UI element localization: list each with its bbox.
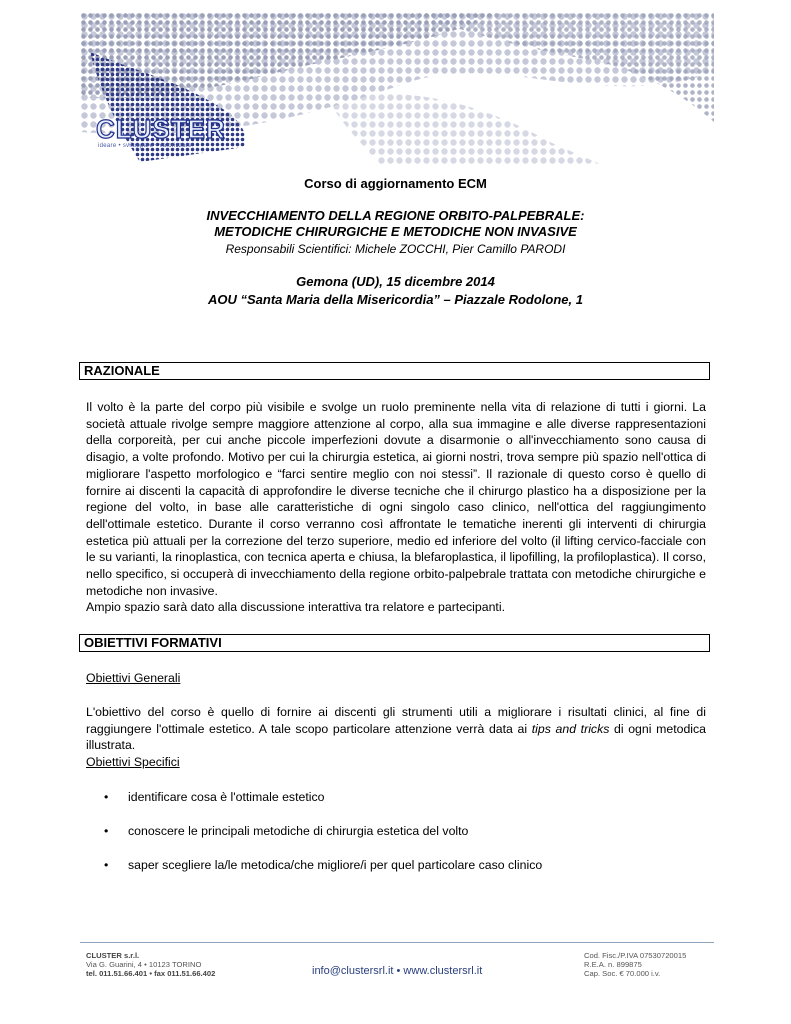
venue: AOU “Santa Maria della Misericordia” – Piazzale Rodolone, 1: [208, 292, 583, 307]
footer-phones: tel. 011.51.66.401 • fax 011.51.66.402: [86, 969, 216, 978]
list-item: [104, 824, 468, 838]
course-title-line-1: INVECCHIAMENTO DELLA REGIONE ORBITO-PALPEBRALE:: [206, 208, 585, 223]
list-item-text: identificare cosa è l'ottimale estetico: [128, 790, 325, 804]
cluster-logo: [96, 114, 246, 160]
list-item: [104, 858, 542, 872]
generali-text-part-1: L'obiettivo del corso è quello di fornire ai discenti gli strumenti utili a migliorare i risultati clinici, al fine di raggiungere l'ottimale estetico. A tale scopo particolare attenzione verrà data ai: [86, 705, 706, 736]
list-item: [104, 790, 324, 804]
course-type: Corso di aggiornamento ECM: [304, 176, 487, 191]
footer-rea: R.E.A. n. 899875: [584, 960, 642, 969]
generali-text-italic: tips and tricks: [531, 721, 610, 736]
bullet-icon: •: [104, 824, 109, 838]
footer-capital: Cap. Soc. € 70.000 i.v.: [584, 969, 661, 978]
footer-company-block: [86, 951, 215, 978]
subheading-obiettivi-specifici: Obiettivi Specifici: [86, 755, 180, 769]
footer-cf: Cod. Fisc./P.IVA 07530720015: [584, 951, 687, 960]
subheading-obiettivi-generali: Obiettivi Generali: [86, 671, 181, 685]
bullet-icon: •: [104, 790, 109, 804]
logo-tagline: ideare • sviluppare • valorizzare: [98, 143, 192, 149]
footer-legal-block: [584, 951, 686, 978]
place-date: Gemona (UD), 15 dicembre 2014: [296, 274, 495, 289]
course-title-line-2: METODICHE CHIRURGICHE E METODICHE NON INVASIVE: [214, 224, 577, 239]
razionale-paragraph: Il volto è la parte del corpo più visibile e svolge un ruolo preminente nella vita di relazione di tutti i giorni. La società attuale rivolge sempre maggiore attenzione al corpo, alla sua immagine e alle diverse rappresentazioni della corporeità, per cui anche piccole imperfezioni dovute a disarmonie o all'invecchiamento sono causa di disagio, a volte profondo. Motivo per cui la chirurgia estetica, ai giorni nostri, trova sempre più spazio nell'ottica di migliorare l'aspetto morfologico e “farci sentire meglio con noi stessi”. Il razionale di questo corso è quello di fornire ai discenti la capacità di approfondire le diverse tecniche che il chirurgo plastico ha a disposizione per la regione del volto, in base alle caratteristiche di ogni singolo caso clinico, nell'ottica del raggiungimento dell'ottimale estetico. Durante il corso verranno così affrontate le tematiche inerenti gli interventi di chirurgia estetica più attuali per la correzione del terzo superiore, medio ed inferiore del volto (il lifting cervico-facciale con le su varianti, la rinoplastica, con tecnica aperta e chiusa, la blefaroplastica, il lipofilling, la profiloplastica). Il corso, nello specifico, si occuperà di invecchiamento della regione orbito-palpebrale trattata con metodiche chirurgiche e metodiche non invasive.: [86, 400, 706, 598]
footer-contacts: info@clustersrl.it • www.clustersrl.it: [312, 965, 483, 977]
logo-wordmark: CLUSTER: [96, 114, 226, 144]
section-heading-razionale: RAZIONALE: [79, 362, 710, 380]
list-item-text: conoscere le principali metodiche di chirurgia estetica del volto: [128, 824, 469, 838]
bullet-icon: •: [104, 858, 109, 872]
footer-address: Via G. Guarini, 4 • 10123 TORINO: [86, 960, 202, 969]
list-item-text: saper scegliere la/le metodica/che migliore/i per quel particolare caso clinico: [128, 858, 543, 872]
obiettivi-generali-text: [86, 704, 706, 754]
scientific-directors: Responsabili Scientifici: Michele ZOCCHI, Pier Camillo PARODI: [225, 242, 566, 256]
razionale-text: [86, 399, 706, 616]
footer-company: CLUSTER s.r.l.: [86, 951, 140, 960]
section-heading-obiettivi: OBIETTIVI FORMATIVI: [79, 634, 710, 652]
generali-text-part-2: di ogni metodica illustrata.: [86, 721, 707, 753]
footer-divider: [80, 942, 714, 943]
razionale-last-line: Ampio spazio sarà dato alla discussione interattiva tra relatore e partecipanti.: [86, 600, 506, 615]
